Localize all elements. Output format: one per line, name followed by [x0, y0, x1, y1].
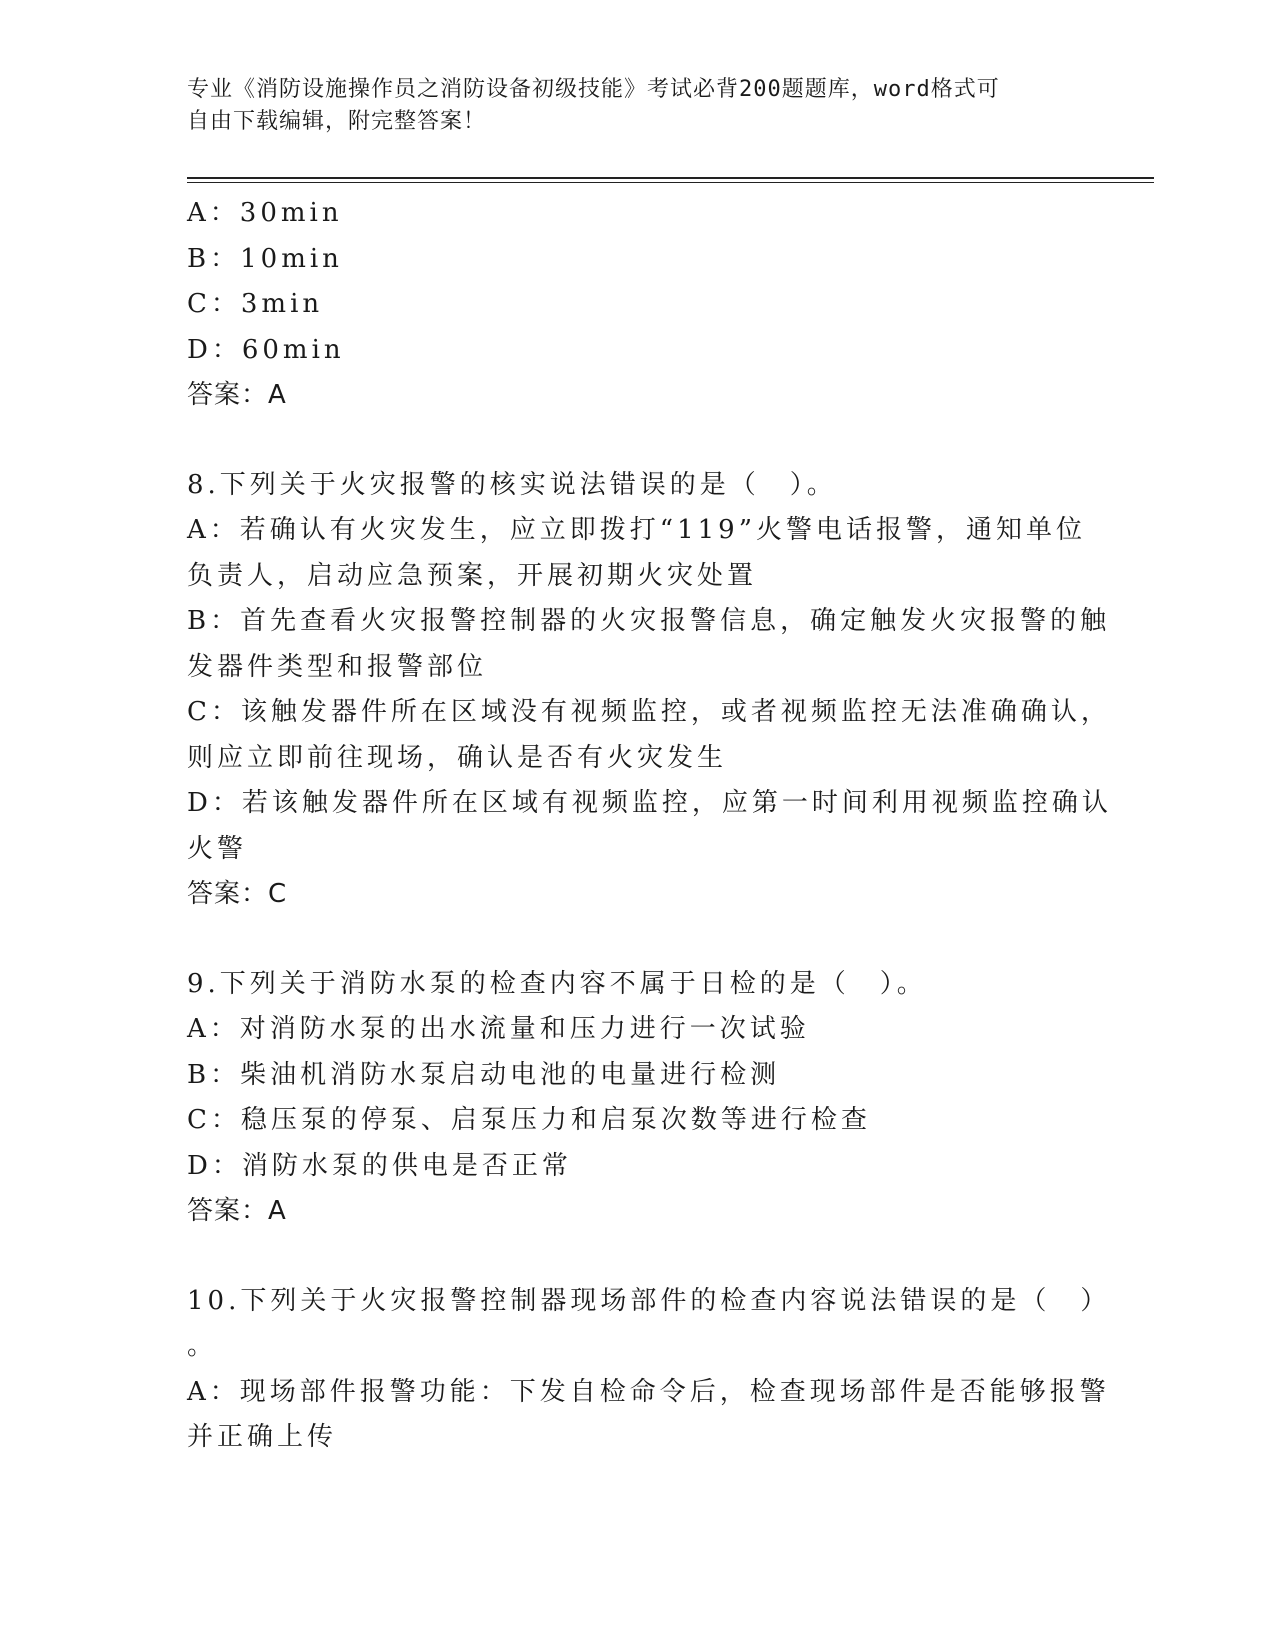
option-d-continued: 火警: [187, 833, 248, 864]
option-c: C：该触发器件所在区域没有视频监控，或者视频监控无法准确确认，: [187, 697, 1111, 727]
question-stem-continued: 。: [187, 1331, 218, 1361]
header-line-2: 自由下载编辑，附完整答案！: [187, 109, 487, 134]
answer-line: 答案：A: [187, 1196, 287, 1226]
question-stem: 10.下列关于火灾报警控制器现场部件的检查内容说法错误的是（ ）: [187, 1285, 1111, 1316]
header-line-1: 专业《消防设施操作员之消防设备初级技能》考试必背200题题库，word格式可: [187, 77, 1000, 102]
answer-line: 答案：C: [187, 879, 288, 909]
option-c: C：3min: [187, 289, 324, 319]
option-a-continued: 并正确上传: [187, 1422, 338, 1452]
option-d: D：消防水泵的供电是否正常: [187, 1150, 572, 1181]
question-9: [187, 962, 1087, 1235]
option-a-continued: 负责人，启动应急预案，开展初期火灾处置: [187, 560, 758, 591]
option-b-continued: 发器件类型和报警部位: [187, 651, 488, 682]
spacer: [187, 419, 1087, 463]
option-a: A：对消防水泵的出水流量和压力进行一次试验: [187, 1014, 810, 1044]
option-b: B：首先查看火灾报警控制器的火灾报警信息，确定触发火灾报警的触: [187, 606, 1111, 636]
option-a: A：若确认有火灾发生，应立即拨打“119”火警电话报警，通知单位: [187, 515, 1086, 545]
question-10: [187, 1279, 1111, 1461]
answer-line: 答案：A: [187, 380, 287, 410]
question-list: [187, 191, 1112, 1461]
document-header: [187, 74, 1087, 138]
question-7-options: [187, 191, 1087, 419]
option-a: A：现场部件报警功能：下发自检命令后，检查现场部件是否能够报警: [187, 1376, 1110, 1407]
question-stem: 8.下列关于火灾报警的核实说法错误的是（ ）。: [187, 469, 837, 500]
option-a: A：30min: [187, 198, 343, 228]
option-c-continued: 则应立即前往现场，确认是否有火灾发生: [187, 742, 728, 773]
option-c: C：稳压泵的停泵、启泵压力和启泵次数等进行检查: [187, 1105, 871, 1135]
header-divider: [187, 177, 1154, 183]
option-d: D：60min: [187, 334, 345, 365]
question-stem: 9.下列关于消防水泵的检查内容不属于日检的是（ ）。: [187, 968, 927, 999]
option-b: B：柴油机消防水泵启动电池的电量进行检测: [187, 1059, 781, 1090]
option-d: D：若该触发器件所在区域有视频监控，应第一时间利用视频监控确认: [187, 788, 1112, 818]
question-8: [187, 463, 1112, 918]
spacer: [187, 1235, 1087, 1279]
option-b: B：10min: [187, 243, 343, 274]
spacer: [187, 918, 1087, 962]
